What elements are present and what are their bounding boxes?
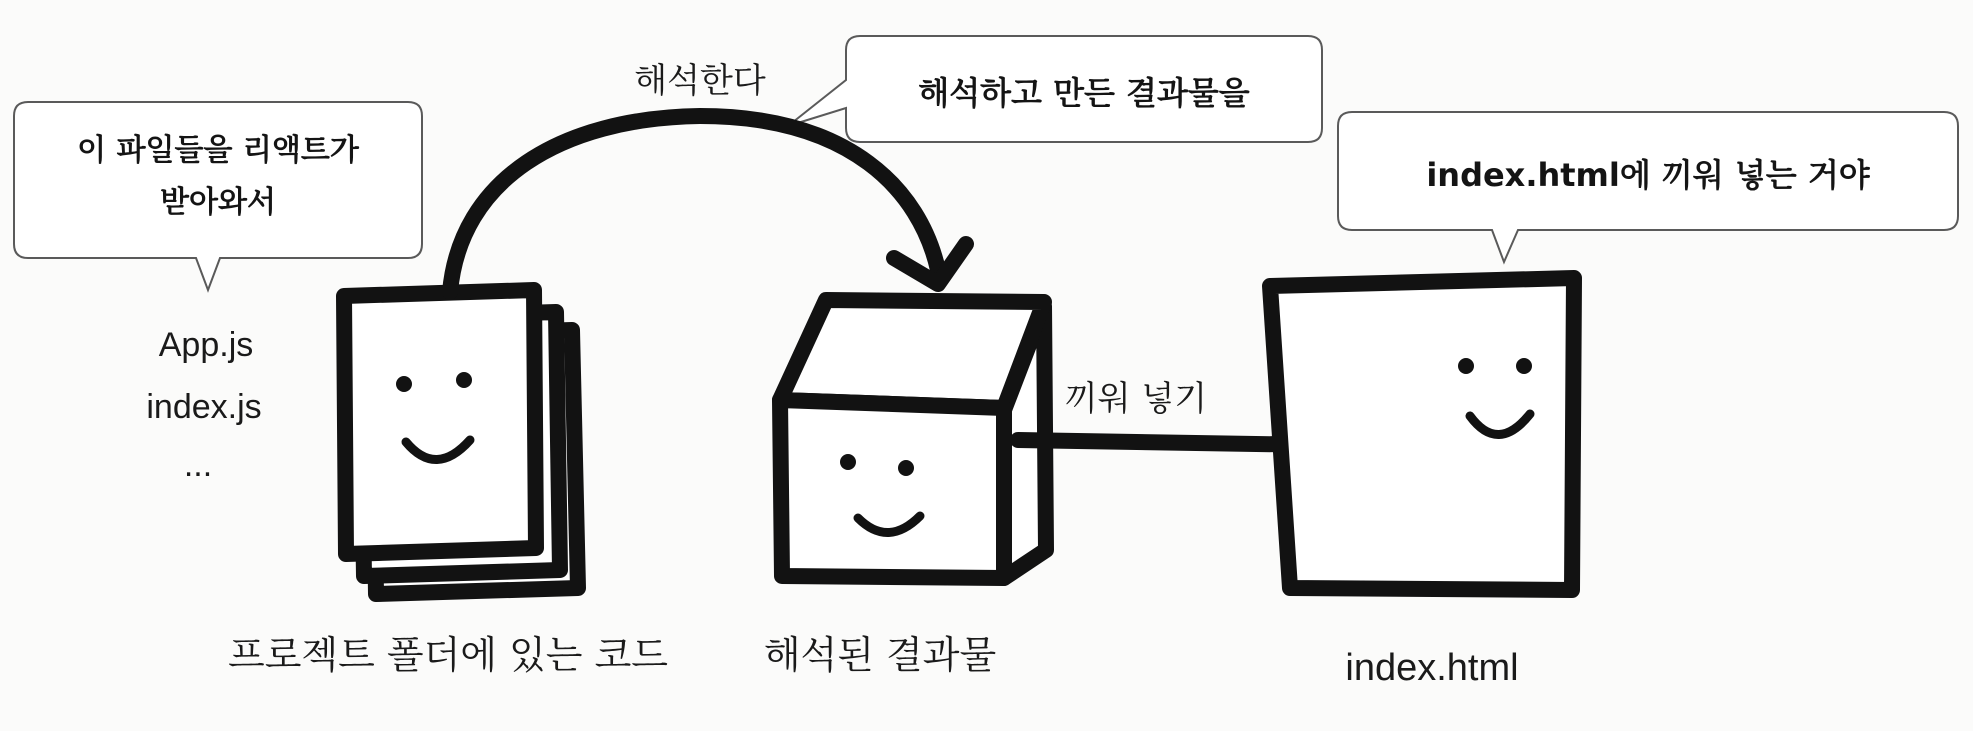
file-app-js: App.js xyxy=(158,326,254,364)
cube-icon xyxy=(780,300,1046,578)
file-ellipsis: ... xyxy=(183,446,213,484)
file-list xyxy=(146,326,261,484)
caption-interpreted-result: 해석된 결과물 xyxy=(763,633,997,677)
caption-project-folder: 프로젝트 폴더에 있는 코드 xyxy=(227,633,669,677)
bubble-interpret-result xyxy=(788,36,1322,142)
interpret-arrow-label: 해석한다 xyxy=(634,61,766,101)
caption-index-html: index.html xyxy=(1345,647,1519,689)
bubble-insert-index-text: index.html에 끼워 넣는 거야 xyxy=(1426,156,1870,194)
file-index-js: index.js xyxy=(146,388,262,426)
bubble-react-receives-line1: 이 파일들을 리액트가 xyxy=(77,133,359,168)
bubble-insert-index xyxy=(1338,112,1958,262)
insert-arrow-label: 끼워 넣기 xyxy=(1064,379,1208,419)
bubble-react-receives-line2: 받아와서 xyxy=(160,185,276,220)
stacked-pages-icon xyxy=(344,290,578,594)
bubble-react-receives xyxy=(14,102,422,290)
index-html-page-icon xyxy=(1270,278,1574,590)
bubble-interpret-result-text: 해석하고 만든 결과물을 xyxy=(918,74,1250,112)
